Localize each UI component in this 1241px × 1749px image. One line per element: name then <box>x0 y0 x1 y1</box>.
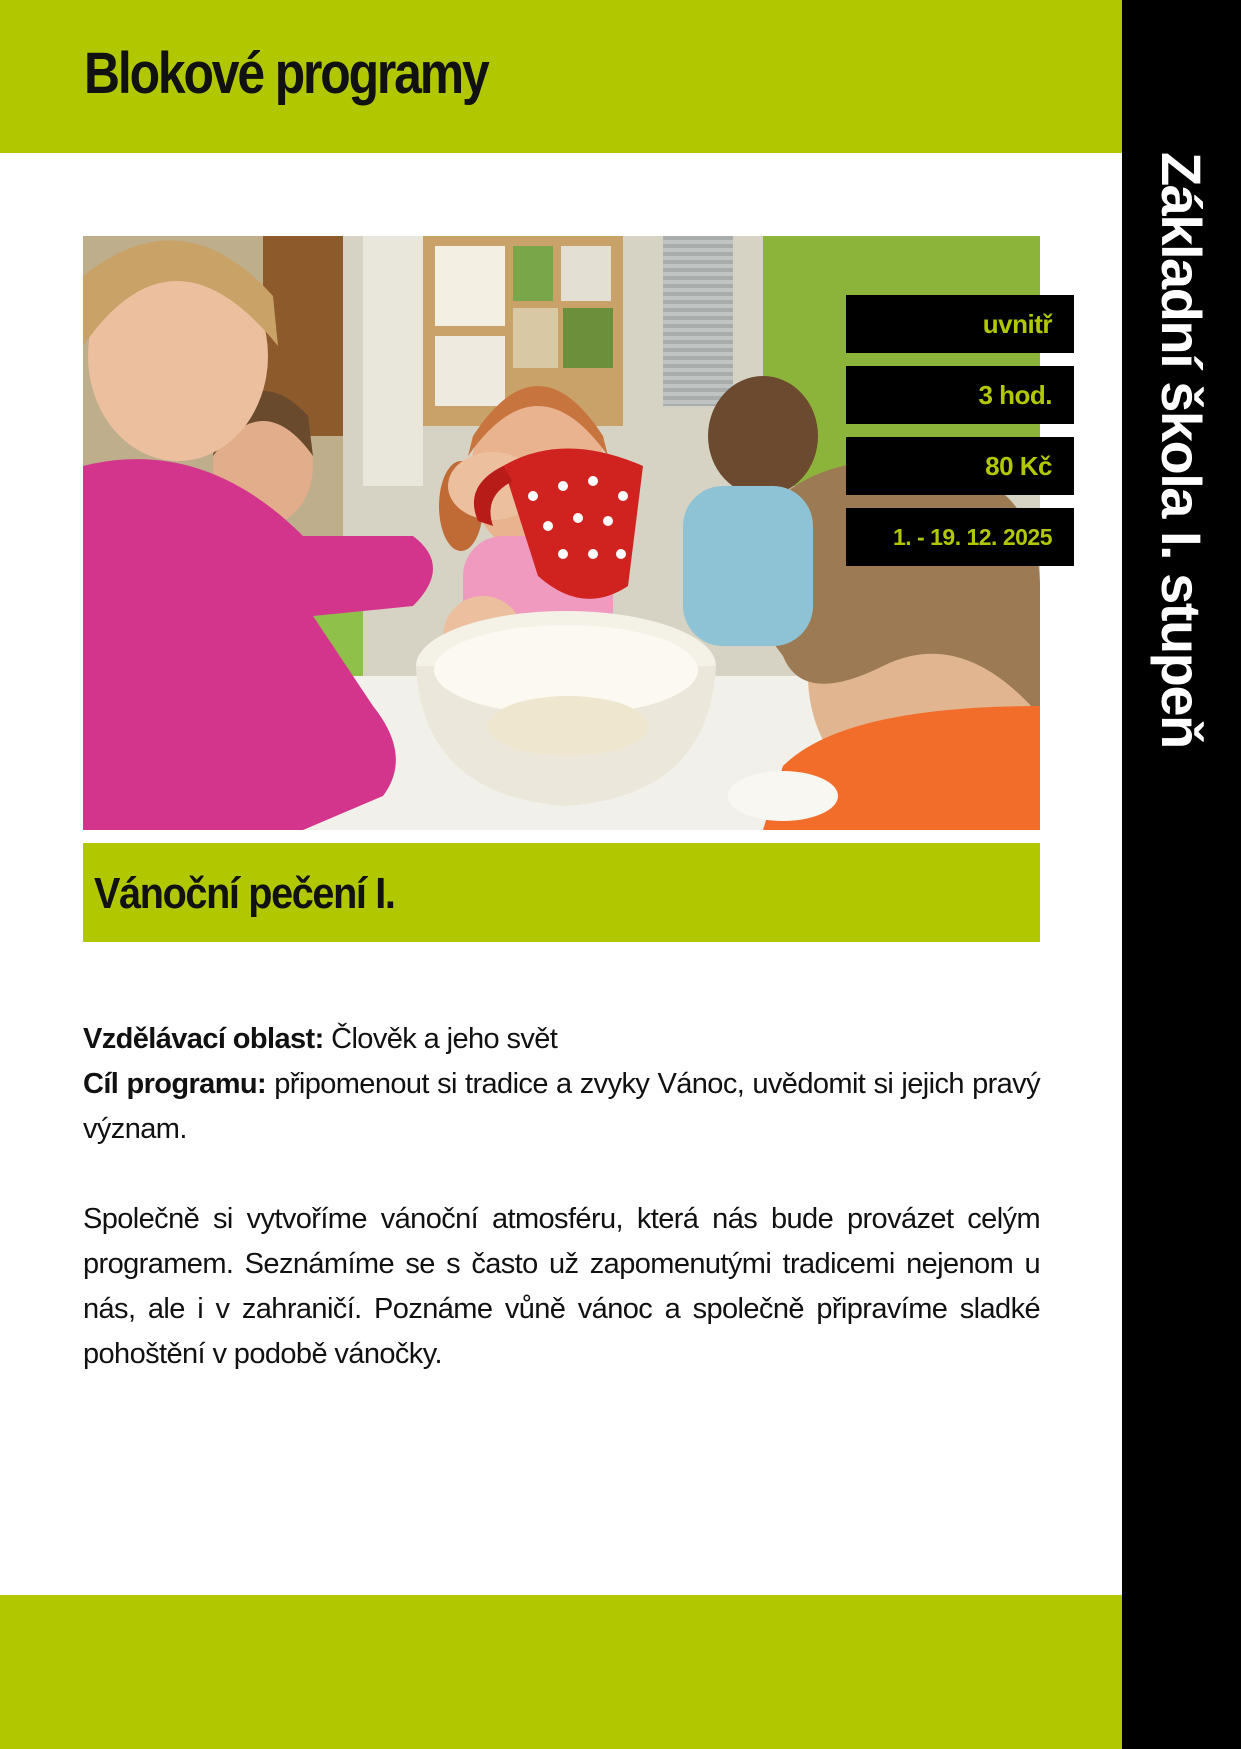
program-goal-value: připomenout si tradice a zvyky Vánoc, uvědomit si jejich pravý význam. <box>83 1068 1040 1145</box>
side-bar <box>1122 0 1241 1749</box>
program-description <box>83 1017 1040 1377</box>
paragraph-spacer <box>83 1152 1040 1197</box>
school-level-label: Základní škola I. stupeň <box>1150 152 1213 748</box>
program-title: Vánoční pečení I. <box>94 869 395 918</box>
education-area-value: Člověk a jeho svět <box>331 1023 558 1055</box>
price-badge: 80 Kč <box>846 437 1074 495</box>
page-title: Blokové programy <box>84 41 488 106</box>
program-description-text: Společně si vytvoříme vánoční atmosféru, která nás bude provázet celým programem. Seznámíme se s často už zapomenutými tradicemi nejenom u nás, ale i v zahraničí. Poznáme vůně vánoc a společně připravíme sladké pohoštění v podobě vánočky. <box>83 1203 1040 1370</box>
header-band <box>0 0 1122 153</box>
footer-band <box>0 1595 1122 1749</box>
duration-badge: 3 hod. <box>846 366 1074 424</box>
program-title-band <box>83 843 1040 942</box>
location-badge: uvnitř <box>846 295 1074 353</box>
program-goal <box>83 1062 1040 1152</box>
education-area-label: Vzdělávací oblast: <box>83 1023 324 1055</box>
dates-badge: 1. - 19. 12. 2025 <box>846 508 1074 566</box>
education-area <box>83 1017 1040 1062</box>
program-goal-label: Cíl programu: <box>83 1068 267 1100</box>
